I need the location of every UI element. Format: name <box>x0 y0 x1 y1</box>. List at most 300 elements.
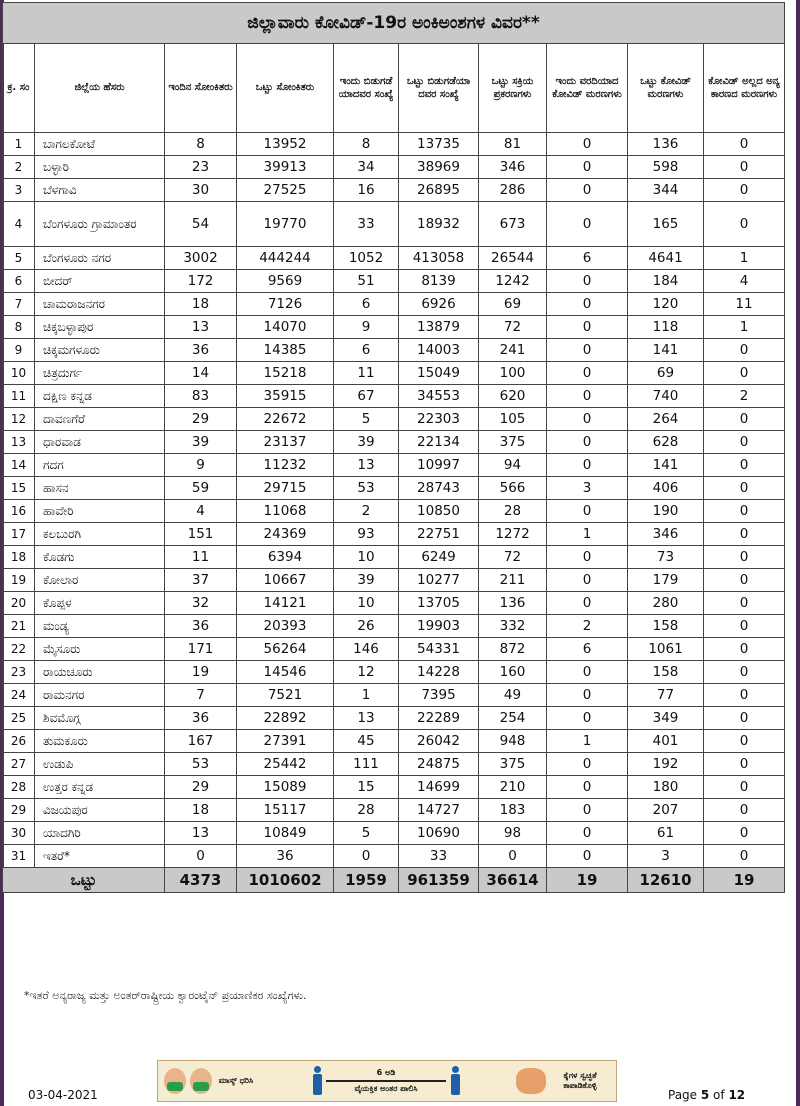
table-cell: 5 <box>3 247 35 270</box>
table-row <box>3 293 785 316</box>
table-cell: 7 <box>3 293 35 316</box>
table-cell: 948 <box>479 730 547 753</box>
table-cell: 0 <box>334 845 399 868</box>
table-row <box>3 454 785 477</box>
table-cell: 24 <box>3 684 35 707</box>
table-row <box>3 546 785 569</box>
table-cell: 254 <box>479 707 547 730</box>
table-cell: 61 <box>628 822 704 845</box>
total-cell: 36614 <box>479 868 547 893</box>
table-cell: 29715 <box>237 477 334 500</box>
table-cell: 183 <box>479 799 547 822</box>
table-cell: 18 <box>165 293 237 316</box>
table-cell: 32 <box>165 592 237 615</box>
table-cell: 1 <box>704 247 785 270</box>
table-cell: 13705 <box>399 592 479 615</box>
table-row <box>3 202 785 247</box>
table-cell: 598 <box>628 156 704 179</box>
table-cell: 27 <box>3 753 35 776</box>
table-cell: 72 <box>479 316 547 339</box>
table-cell: 2 <box>334 500 399 523</box>
footnote: *ಇತರೆ ಅನ್ಯರಾಜ್ಯ ಮತ್ತು ಅಂತರ್‌ರಾಷ್ಟ್ರೀಯ ಕ್ವಾರಂಟೈನ್ ಪ್ರಯಾಣಿಕರ ಸಂಖ್ಯೆಗಳು. <box>24 989 307 1002</box>
table-cell: 5 <box>334 408 399 431</box>
table-cell: 179 <box>628 569 704 592</box>
table-cell: 9 <box>334 316 399 339</box>
table-row <box>3 569 785 592</box>
table-cell: 13 <box>334 707 399 730</box>
table-cell: 11 <box>334 362 399 385</box>
document <box>2 2 784 893</box>
table-cell: 26544 <box>479 247 547 270</box>
table-cell: 28 <box>3 776 35 799</box>
table-body <box>3 133 785 868</box>
table-cell: 10 <box>334 592 399 615</box>
table-cell: 344 <box>628 179 704 202</box>
table-cell: 81 <box>479 133 547 156</box>
table-cell: 190 <box>628 500 704 523</box>
page-indicator: Page 5 of 12 <box>668 1088 746 1102</box>
table-cell: 6249 <box>399 546 479 569</box>
table-cell: 0 <box>547 546 628 569</box>
table-cell: 172 <box>165 270 237 293</box>
table-row <box>3 822 785 845</box>
table-cell: 0 <box>704 362 785 385</box>
district-name-cell: ಶಿವಮೊಗ್ಗ <box>35 707 165 730</box>
table-cell: 872 <box>479 638 547 661</box>
column-header: ಒಟ್ಟು ಸಕ್ರಿಯ ಪ್ರಕರಣಗಳು <box>479 44 547 133</box>
table-cell: 0 <box>547 339 628 362</box>
person-icon <box>312 1066 322 1096</box>
table-cell: 13879 <box>399 316 479 339</box>
table-cell: 566 <box>479 477 547 500</box>
column-header: ಒಟ್ಟು ಬಿಡುಗಡೆಯಾ ದವರ ಸಂಖ್ಯೆ <box>399 44 479 133</box>
table-cell: 14228 <box>399 661 479 684</box>
table-header-row <box>3 44 785 133</box>
table-cell: 0 <box>547 179 628 202</box>
table-cell: 1 <box>3 133 35 156</box>
district-name-cell: ಹಾಸನ <box>35 477 165 500</box>
table-row <box>3 615 785 638</box>
table-cell: 0 <box>704 592 785 615</box>
table-cell: 0 <box>547 270 628 293</box>
table-cell: 160 <box>479 661 547 684</box>
table-cell: 14385 <box>237 339 334 362</box>
total-cell: 1959 <box>334 868 399 893</box>
table-cell: 0 <box>704 500 785 523</box>
table-cell: 0 <box>704 799 785 822</box>
table-cell: 20 <box>3 592 35 615</box>
table-cell: 77 <box>628 684 704 707</box>
table-cell: 0 <box>165 845 237 868</box>
table-cell: 15 <box>3 477 35 500</box>
table-cell: 24875 <box>399 753 479 776</box>
distance-segment <box>306 1066 466 1096</box>
table-row <box>3 156 785 179</box>
table-cell: 7126 <box>237 293 334 316</box>
table-cell: 15117 <box>237 799 334 822</box>
table-row <box>3 776 785 799</box>
table-cell: 9 <box>3 339 35 362</box>
table-cell: 0 <box>704 156 785 179</box>
table-cell: 15 <box>334 776 399 799</box>
table-cell: 2 <box>3 156 35 179</box>
table-cell: 3 <box>3 179 35 202</box>
table-cell: 0 <box>547 684 628 707</box>
table-cell: 0 <box>704 523 785 546</box>
table-cell: 0 <box>547 592 628 615</box>
table-cell: 21 <box>3 615 35 638</box>
table-cell: 10 <box>334 546 399 569</box>
table-cell: 0 <box>547 799 628 822</box>
table-cell: 34 <box>334 156 399 179</box>
table-cell: 36 <box>165 339 237 362</box>
table-cell: 0 <box>479 845 547 868</box>
table-cell: 34553 <box>399 385 479 408</box>
table-cell: 13 <box>165 822 237 845</box>
table-cell: 1272 <box>479 523 547 546</box>
table-total-row <box>3 868 785 893</box>
table-cell: 1 <box>704 316 785 339</box>
district-name-cell: ದಾವಣಗೆರೆ <box>35 408 165 431</box>
table-cell: 0 <box>547 500 628 523</box>
table-cell: 4 <box>704 270 785 293</box>
table-cell: 0 <box>547 202 628 247</box>
table-cell: 56264 <box>237 638 334 661</box>
table-row <box>3 500 785 523</box>
table-cell: 14003 <box>399 339 479 362</box>
table-cell: 0 <box>704 179 785 202</box>
table-cell: 35915 <box>237 385 334 408</box>
table-cell: 0 <box>704 133 785 156</box>
table-cell: 1 <box>334 684 399 707</box>
column-header: ಇಂದು ಬಿಡುಗಡೆ ಯಾದವರ ಸಂಖ್ಯೆ <box>334 44 399 133</box>
table-cell: 211 <box>479 569 547 592</box>
table-row <box>3 385 785 408</box>
table-cell: 4 <box>3 202 35 247</box>
district-name-cell: ಯಾದಗಿರಿ <box>35 822 165 845</box>
table-cell: 19903 <box>399 615 479 638</box>
table-cell: 30 <box>3 822 35 845</box>
district-name-cell: ಗದಗ <box>35 454 165 477</box>
table-cell: 10667 <box>237 569 334 592</box>
table-cell: 13 <box>334 454 399 477</box>
table-cell: 11068 <box>237 500 334 523</box>
total-label: ಒಟ್ಟು <box>3 868 165 893</box>
district-name-cell: ಬೀದರ್ <box>35 270 165 293</box>
table-row <box>3 362 785 385</box>
district-name-cell: ಚಿಕ್ಕಮಗಳೂರು <box>35 339 165 362</box>
table-cell: 36 <box>165 615 237 638</box>
district-name-cell: ಬೆಳಗಾವಿ <box>35 179 165 202</box>
distance-text: ವೈಯಕ್ತಿಕ ಅಂತರ ಪಾಲಿಸಿ <box>354 1084 418 1093</box>
district-name-cell: ಬೆಂಗಳೂರು ಗ್ರಾಮಾಂತರ <box>35 202 165 247</box>
district-name-cell: ಬಳ್ಳಾರಿ <box>35 156 165 179</box>
table-cell: 0 <box>704 730 785 753</box>
table-cell: 0 <box>704 822 785 845</box>
district-name-cell: ತುಮಕೂರು <box>35 730 165 753</box>
masked-face-icon <box>164 1068 186 1094</box>
table-cell: 2 <box>547 615 628 638</box>
column-header: ಇಂದಿನ ಸೋಂಕಿತರು <box>165 44 237 133</box>
table-cell: 0 <box>704 546 785 569</box>
table-cell: 413058 <box>399 247 479 270</box>
table-cell: 14699 <box>399 776 479 799</box>
table-cell: 0 <box>547 362 628 385</box>
table-cell: 15089 <box>237 776 334 799</box>
person-icon <box>450 1066 460 1096</box>
table-cell: 13 <box>3 431 35 454</box>
table-cell: 28743 <box>399 477 479 500</box>
table-cell: 0 <box>704 638 785 661</box>
mask-segment <box>158 1068 262 1094</box>
district-name-cell: ಇತರೆ* <box>35 845 165 868</box>
table-cell: 3 <box>547 477 628 500</box>
table-cell: 31 <box>3 845 35 868</box>
table-row <box>3 477 785 500</box>
table-cell: 19770 <box>237 202 334 247</box>
table-cell: 0 <box>704 845 785 868</box>
district-name-cell: ರಾಮನಗರ <box>35 684 165 707</box>
table-cell: 4 <box>165 500 237 523</box>
table-cell: 11 <box>165 546 237 569</box>
table-cell: 0 <box>547 293 628 316</box>
district-name-cell: ಉತ್ತರ ಕನ್ನಡ <box>35 776 165 799</box>
table-cell: 18 <box>3 546 35 569</box>
table-cell: 26895 <box>399 179 479 202</box>
table-cell: 192 <box>628 753 704 776</box>
table-cell: 12 <box>3 408 35 431</box>
table-row <box>3 730 785 753</box>
table-cell: 8 <box>165 133 237 156</box>
table-cell: 29 <box>165 776 237 799</box>
table-cell: 346 <box>479 156 547 179</box>
table-row <box>3 638 785 661</box>
table-cell: 740 <box>628 385 704 408</box>
district-name-cell: ಬಾಗಲಕೋಟೆ <box>35 133 165 156</box>
table-cell: 9569 <box>237 270 334 293</box>
table-cell: 11232 <box>237 454 334 477</box>
table-cell: 0 <box>547 822 628 845</box>
district-name-cell: ಧಾರವಾಡ <box>35 431 165 454</box>
column-header: ಕೋವಿಡ್ ಅಲ್ಲದ ಅನ್ಯ ಕಾರಣದ ಮರಣಗಳು <box>704 44 785 133</box>
table-cell: 0 <box>704 615 785 638</box>
district-name-cell: ಚಿತ್ರದುರ್ಗ <box>35 362 165 385</box>
table-cell: 0 <box>704 569 785 592</box>
table-cell: 7395 <box>399 684 479 707</box>
table-cell: 444244 <box>237 247 334 270</box>
district-name-cell: ಉಡುಪಿ <box>35 753 165 776</box>
table-cell: 6 <box>547 247 628 270</box>
table-cell: 151 <box>165 523 237 546</box>
table-row <box>3 845 785 868</box>
table-cell: 111 <box>334 753 399 776</box>
table-cell: 38969 <box>399 156 479 179</box>
table-cell: 94 <box>479 454 547 477</box>
table-row <box>3 799 785 822</box>
table-cell: 45 <box>334 730 399 753</box>
district-name-cell: ಚಾಮರಾಜನಗರ <box>35 293 165 316</box>
table-cell: 210 <box>479 776 547 799</box>
footer-date: 03-04-2021 <box>28 1088 98 1102</box>
table-cell: 23137 <box>237 431 334 454</box>
table-cell: 5 <box>334 822 399 845</box>
table-cell: 16 <box>334 179 399 202</box>
table-cell: 0 <box>547 408 628 431</box>
table-cell: 1061 <box>628 638 704 661</box>
safety-banner <box>157 1060 617 1102</box>
table-cell: 0 <box>547 133 628 156</box>
table-cell: 93 <box>334 523 399 546</box>
table-cell: 1242 <box>479 270 547 293</box>
district-name-cell: ಮಂಡ್ಯ <box>35 615 165 638</box>
total-cell: 19 <box>704 868 785 893</box>
table-cell: 49 <box>479 684 547 707</box>
table-cell: 22134 <box>399 431 479 454</box>
table-cell: 69 <box>479 293 547 316</box>
table-cell: 14546 <box>237 661 334 684</box>
table-cell: 39913 <box>237 156 334 179</box>
table-cell: 141 <box>628 454 704 477</box>
table-cell: 10850 <box>399 500 479 523</box>
table-cell: 0 <box>547 776 628 799</box>
total-cell: 961359 <box>399 868 479 893</box>
district-name-cell: ಬೆಂಗಳೂರು ನಗರ <box>35 247 165 270</box>
table-cell: 39 <box>334 431 399 454</box>
table-cell: 0 <box>704 776 785 799</box>
district-name-cell: ವಿಜಯಪುರ <box>35 799 165 822</box>
table-cell: 30 <box>165 179 237 202</box>
table-cell: 6394 <box>237 546 334 569</box>
table-row <box>3 408 785 431</box>
table-row <box>3 316 785 339</box>
table-cell: 6 <box>334 339 399 362</box>
table-cell: 207 <box>628 799 704 822</box>
total-cell: 1010602 <box>237 868 334 893</box>
mask-text: ಮಾಸ್ಕ್ ಧರಿಸಿ <box>218 1076 254 1085</box>
table-cell: 6 <box>334 293 399 316</box>
table-cell: 0 <box>704 202 785 247</box>
table-cell: 346 <box>628 523 704 546</box>
table-cell: 241 <box>479 339 547 362</box>
table-row <box>3 133 785 156</box>
table-cell: 13952 <box>237 133 334 156</box>
table-cell: 26 <box>3 730 35 753</box>
table-cell: 19 <box>3 569 35 592</box>
table-cell: 39 <box>165 431 237 454</box>
hand-washing-icon <box>516 1068 546 1094</box>
hands-segment <box>510 1068 616 1094</box>
table-cell: 0 <box>547 569 628 592</box>
table-cell: 118 <box>628 316 704 339</box>
table-cell: 136 <box>628 133 704 156</box>
table-cell: 51 <box>334 270 399 293</box>
table-cell: 14 <box>3 454 35 477</box>
district-name-cell: ರಾಯಚೂರು <box>35 661 165 684</box>
table-cell: 59 <box>165 477 237 500</box>
table-cell: 0 <box>704 408 785 431</box>
table-cell: 15049 <box>399 362 479 385</box>
table-cell: 33 <box>399 845 479 868</box>
table-cell: 146 <box>334 638 399 661</box>
table-cell: 628 <box>628 431 704 454</box>
table-row <box>3 523 785 546</box>
table-cell: 9 <box>165 454 237 477</box>
table-cell: 280 <box>628 592 704 615</box>
table-cell: 25442 <box>237 753 334 776</box>
table-cell: 4641 <box>628 247 704 270</box>
table-cell: 100 <box>479 362 547 385</box>
table-cell: 16 <box>3 500 35 523</box>
table-cell: 22751 <box>399 523 479 546</box>
table-cell: 0 <box>704 661 785 684</box>
table-cell: 28 <box>334 799 399 822</box>
masked-face-icon <box>190 1068 212 1094</box>
table-cell: 83 <box>165 385 237 408</box>
table-cell: 14 <box>165 362 237 385</box>
table-cell: 39 <box>334 569 399 592</box>
table-cell: 0 <box>547 431 628 454</box>
table-cell: 0 <box>547 845 628 868</box>
table-cell: 6 <box>547 638 628 661</box>
table-cell: 8 <box>334 133 399 156</box>
table-cell: 0 <box>547 156 628 179</box>
table-row <box>3 684 785 707</box>
table-cell: 14070 <box>237 316 334 339</box>
table-cell: 0 <box>704 431 785 454</box>
table-cell: 7 <box>165 684 237 707</box>
table-cell: 18 <box>165 799 237 822</box>
district-name-cell: ಮೈಸೂರು <box>35 638 165 661</box>
table-cell: 53 <box>165 753 237 776</box>
table-cell: 13 <box>165 316 237 339</box>
table-row <box>3 661 785 684</box>
table-cell: 11 <box>704 293 785 316</box>
table-cell: 10277 <box>399 569 479 592</box>
total-cell: 12610 <box>628 868 704 893</box>
column-header: ಒಟ್ಟು ಕೋವಿಡ್ ಮರಣಗಳು <box>628 44 704 133</box>
table-cell: 349 <box>628 707 704 730</box>
table-row <box>3 707 785 730</box>
table-cell: 7521 <box>237 684 334 707</box>
table-cell: 22672 <box>237 408 334 431</box>
table-cell: 0 <box>704 707 785 730</box>
table-cell: 33 <box>334 202 399 247</box>
table-row <box>3 247 785 270</box>
table-cell: 72 <box>479 546 547 569</box>
table-row <box>3 431 785 454</box>
table-cell: 26042 <box>399 730 479 753</box>
table-cell: 0 <box>547 661 628 684</box>
table-cell: 37 <box>165 569 237 592</box>
table-cell: 120 <box>628 293 704 316</box>
table-cell: 25 <box>3 707 35 730</box>
table-cell: 171 <box>165 638 237 661</box>
table-cell: 406 <box>628 477 704 500</box>
table-cell: 184 <box>628 270 704 293</box>
table-cell: 180 <box>628 776 704 799</box>
table-cell: 8139 <box>399 270 479 293</box>
table-row <box>3 179 785 202</box>
table-cell: 13735 <box>399 133 479 156</box>
table-cell: 22303 <box>399 408 479 431</box>
table-cell: 8 <box>3 316 35 339</box>
table-cell: 0 <box>704 684 785 707</box>
table-cell: 673 <box>479 202 547 247</box>
table-cell: 0 <box>704 454 785 477</box>
table-cell: 67 <box>334 385 399 408</box>
table-cell: 36 <box>165 707 237 730</box>
table-cell: 98 <box>479 822 547 845</box>
